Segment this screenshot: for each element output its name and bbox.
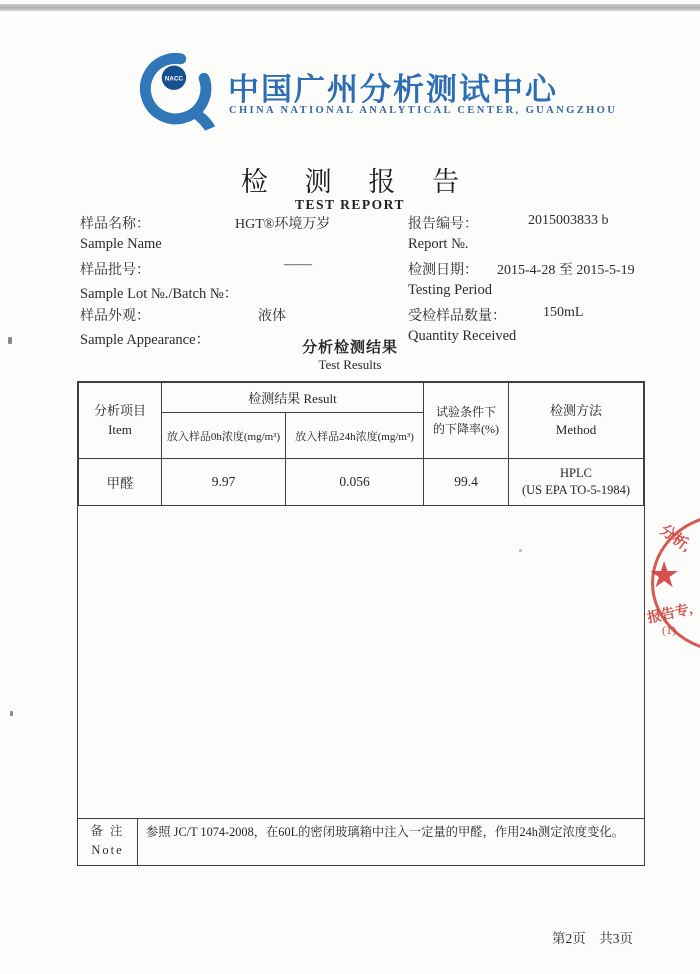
- note-label-cn: 备 注: [90, 824, 125, 838]
- quantity-label-cn: 受检样品数量：: [408, 309, 506, 324]
- report-title-cn: 检 测 报 告: [240, 167, 475, 197]
- col-header-decline-rate: [424, 383, 509, 459]
- seal-text-bottom: 报告专,: [646, 602, 694, 627]
- note-row: [78, 818, 644, 865]
- official-seal-stamp: [646, 506, 700, 656]
- col-header-0h-concentration: 放入样品0h浓度(mg/m³): [162, 413, 286, 459]
- scan-artifact: [519, 549, 522, 552]
- batch-label-en: Sample Lot №./Batch №：: [80, 286, 239, 302]
- quantity-label-en: Quantity Received: [408, 328, 517, 344]
- cell-0h-value: 9.97: [162, 459, 286, 506]
- period-value: 2015-4-28 至 2015-5-19: [497, 263, 635, 278]
- col-header-rate-line2: 的下降率(%): [433, 421, 500, 436]
- note-label: [78, 819, 138, 865]
- report-no-value: 2015003833 b: [528, 213, 609, 228]
- cell-24h-value: 0.056: [286, 459, 424, 506]
- note-label-en: Note: [91, 843, 124, 858]
- logo-acronym: NACC: [164, 75, 184, 83]
- col-header-item-cn: 分析项目: [93, 402, 146, 418]
- sample-name-label-en: Sample Name: [80, 236, 162, 252]
- scan-edge-bar: [0, 4, 700, 11]
- period-label-cn: 检测日期：: [408, 263, 478, 278]
- org-name-english: CHINA NATIONAL ANALYTICAL CENTER, GUANGZHOU: [229, 105, 618, 116]
- quantity-value: 150mL: [543, 305, 584, 320]
- col-header-item-en: Item: [108, 421, 132, 437]
- magnifier-swoosh-icon: [137, 50, 221, 134]
- page-number: 第2页 共3页: [552, 931, 633, 946]
- report-no-label-en: Report №.: [408, 236, 469, 252]
- sample-name-label-cn: 样品名称：: [80, 217, 150, 232]
- seal-number: (1): [662, 623, 676, 637]
- appearance-label-cn: 样品外观：: [80, 309, 150, 324]
- col-header-rate-line1: 试验条件下: [436, 404, 497, 419]
- org-name-chinese: 中国广州分析测试中心: [228, 72, 558, 107]
- report-title-en: TEST REPORT: [295, 197, 405, 212]
- appearance-value: 液体: [258, 309, 286, 324]
- period-label-en: Testing Period: [408, 282, 492, 298]
- col-header-method: [509, 383, 644, 459]
- batch-value: ——: [284, 257, 312, 272]
- results-heading-cn: 分析检测结果: [301, 340, 398, 356]
- seal-star-icon: ★: [648, 555, 681, 595]
- results-heading-en: Test Results: [318, 357, 382, 372]
- scan-artifact: [10, 711, 13, 716]
- cell-method-line2: (US EPA TO-5-1984): [521, 483, 631, 497]
- table-empty-area: [78, 506, 644, 818]
- scan-artifact: [8, 337, 12, 344]
- seal-text-top: 分析,: [656, 522, 694, 556]
- sample-name-value: HGT®环境万岁: [235, 217, 331, 232]
- note-text: 参照 JC/T 1074-2008，在60L的密闭玻璃箱中注入一定量的甲醛，作用24h测定浓度变化。: [146, 825, 624, 839]
- col-header-method-cn: 检测方法: [550, 402, 603, 418]
- nacc-logo: [137, 50, 221, 134]
- col-header-method-en: Method: [555, 421, 597, 437]
- col-header-item: [79, 383, 162, 459]
- appearance-label-en: Sample Appearance：: [80, 332, 211, 348]
- cell-method-line1: HPLC: [560, 465, 592, 480]
- cell-method: [509, 459, 644, 506]
- table-row: [79, 459, 644, 506]
- batch-label-cn: 样品批号：: [80, 263, 150, 278]
- results-table: [77, 381, 645, 866]
- cell-item: 甲醛: [79, 459, 162, 506]
- report-no-label-cn: 报告编号：: [408, 217, 478, 232]
- col-header-result: 检测结果 Result: [162, 383, 424, 413]
- col-header-24h-concentration: 放入样品24h浓度(mg/m³): [286, 413, 424, 459]
- cell-rate-value: 99.4: [424, 459, 509, 506]
